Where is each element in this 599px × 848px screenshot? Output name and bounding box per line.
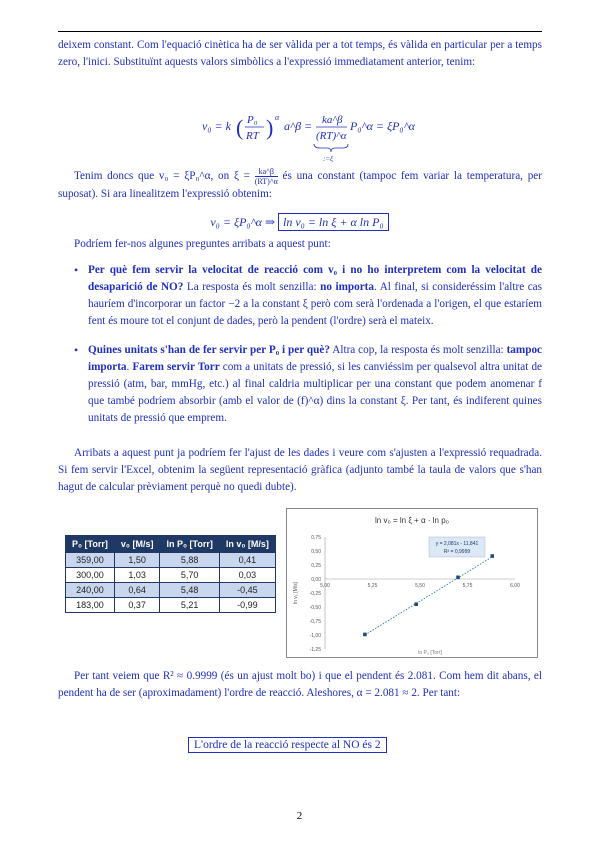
eq1-mid: a^β =: [284, 119, 313, 133]
y-tick-label: 0,50: [311, 549, 321, 555]
table-cell: 300,00: [66, 568, 115, 583]
questions-list: [58, 262, 542, 427]
table-cell: 0,41: [219, 553, 275, 568]
data-point: [363, 633, 367, 637]
boxed-linear-equation: ln v₀ = ln ξ + α ln P₀: [278, 213, 389, 231]
table-header: ln v₀ [M/s]: [219, 536, 275, 553]
trendline: [365, 557, 492, 635]
y-tick-label: -1,25: [309, 647, 321, 653]
bullet-icon: •: [74, 263, 79, 277]
eq1-alpha: α: [275, 115, 280, 122]
y-tick-label: -0,50: [309, 605, 321, 611]
eq1-num2: ka^β: [322, 115, 343, 126]
chart-svg: [287, 509, 537, 657]
trendline-r2: R² = 0,9999: [443, 549, 471, 555]
equation-svg: [0, 115, 599, 165]
y-tick-label: -1,00: [309, 633, 321, 639]
eq1-frac-den: RT: [246, 130, 259, 142]
bullet-icon: •: [74, 343, 79, 357]
question-velocity: • Per què fem servir la velocitat de reacció com v₀ i no ho interpretem com la velocitat de desaparició de NO? La resposta és molt senzilla: no importa. Al final, si consideréssim l'altre cas hauríem d'incorporar un factor −2 a la constant ξ però com serà l'ordenada a l'origen, el que estaríem fent és moure tot el conjunt de dades, però la pendent (l'ordre) serà el mateix.: [74, 263, 542, 327]
x-tick-label: 5,50: [415, 583, 425, 589]
table-cell: 5,48: [160, 583, 219, 598]
table-cell: 359,00: [66, 553, 115, 568]
question-units: • Quines unitats s'han de fer servir per P₀ i per què? Altra cop, la resposta és molt senzilla: tampoc importa. Farem servir Torr com a unitats de pressió, si les canviéssim per qualsevol altra unitat de pressió (atm, bar, mmHg, etc.) al final caldria multiplicar per una constant que podem anomenar f que també podríem absorbir (amb el valor de (f)^α) dins la constant ξ. Per tant, és indiferent quines unitats de pressió que emprem.: [74, 343, 543, 424]
x-tick-label: 6,00: [510, 583, 520, 589]
result-box: L'ordre de la reacció respecte al NO és 2: [188, 737, 387, 753]
y-tick-label: 0,00: [311, 577, 321, 583]
table-cell: 183,00: [66, 598, 115, 613]
paragraph-intro: deixem constant. Com l'equació cinètica ha de ser vàlida per a tot temps, és vàlida en particular per a temps zero, l'inici. Substituïnt aquests valors simbòlics a l'expressió immediatament anterior, tenim:: [58, 39, 542, 68]
paragraph-result: Per tant veiem que R² ≈ 0.9999 (és un ajust molt bo) i que el pendent és 2.081. Com hem dit abans, el pendent ha de ser (aproximadament) l'ordre de reacció. Aleshores, α = 2.081 ≈ 2. Per tant:: [58, 670, 542, 699]
table-row: [66, 553, 276, 568]
eq1-lhs: v₀ = k: [202, 119, 231, 133]
x-axis-label: ln P₀ [Torr]: [418, 650, 442, 656]
table-cell: 0,37: [114, 598, 160, 613]
chart-title: ln v₀ = ln ξ + α · ln p₀: [375, 516, 449, 525]
table-cell: 0,03: [219, 568, 275, 583]
y-tick-label: -0,25: [309, 591, 321, 597]
y-axis-label: ln v₀ [M/s]: [293, 581, 299, 605]
x-tick-label: 5,00: [320, 583, 330, 589]
eq1-frac-num: P₀: [247, 115, 258, 126]
paragraph-constant: Tenim doncs que v₀ = ξP₀^α, on ξ = $\frac{ka\^{}\beta}{(RT)\^{}\alpha}$ és una constant (tampoc fem variar la temperatura, per suposat). Si ara linealitzem l'expressió obtenim:: [58, 167, 542, 200]
table-cell: -0,45: [219, 583, 275, 598]
data-point: [414, 602, 418, 606]
chart-frame: [286, 508, 538, 658]
svg-text:(: (: [236, 115, 244, 140]
data-point: [490, 554, 494, 558]
table-header: ln P₀ [Torr]: [160, 536, 219, 553]
y-tick-label: 0,25: [311, 563, 321, 569]
data-table: [65, 535, 276, 613]
header-rule: [58, 31, 542, 32]
page-number: 2: [296, 810, 303, 822]
equation-linearized: v₀ = ξP₀^α ⇒ ln v₀ = ln ξ + α ln P₀: [0, 215, 599, 230]
table-cell: 1,50: [114, 553, 160, 568]
table-cell: 5,88: [160, 553, 219, 568]
trendline-equation: y = 2,081x - 11,841: [435, 541, 479, 547]
table-header: P₀ [Torr]: [66, 536, 115, 553]
x-tick-label: 5,25: [367, 583, 378, 589]
svg-text:): ): [266, 115, 274, 140]
table-header-row: [66, 536, 276, 553]
table-row: [66, 568, 276, 583]
y-tick-label: -0,75: [309, 619, 321, 625]
table-cell: 0,64: [114, 583, 160, 598]
table-row: [66, 598, 276, 613]
table-cell: 240,00: [66, 583, 115, 598]
eq1-tail: P₀^α = ξP₀^α: [350, 119, 415, 133]
data-point: [456, 576, 460, 580]
table-cell: 5,70: [160, 568, 219, 583]
table-cell: 1,03: [114, 568, 160, 583]
eq1-den2: (RT)^α: [316, 130, 347, 142]
table-cell: 5,21: [160, 598, 219, 613]
table-row: [66, 583, 276, 598]
x-tick-label: 5,75: [462, 583, 473, 589]
table-header: v₀ [M/s]: [114, 536, 160, 553]
paragraph-fit: Arribats a aquest punt ja podríem fer l'ajust de les dades i veure com s'ajusten a l'expressió requadrada. Si fem servir l'Excel, obtenim la següent representació gràfica (adjunto també la taula de valors que s'han hagut de calcular prèviament perquè no quedi dubte).: [58, 447, 542, 493]
y-tick-label: 0,75: [311, 535, 321, 541]
eq1-underbrace: :=ξ: [323, 155, 334, 163]
equation-initial-rate: [0, 115, 599, 169]
table-cell: -0,99: [219, 598, 275, 613]
paragraph-questions-intro: Podríem fer-nos algunes preguntes arribats a aquest punt:: [74, 238, 331, 250]
